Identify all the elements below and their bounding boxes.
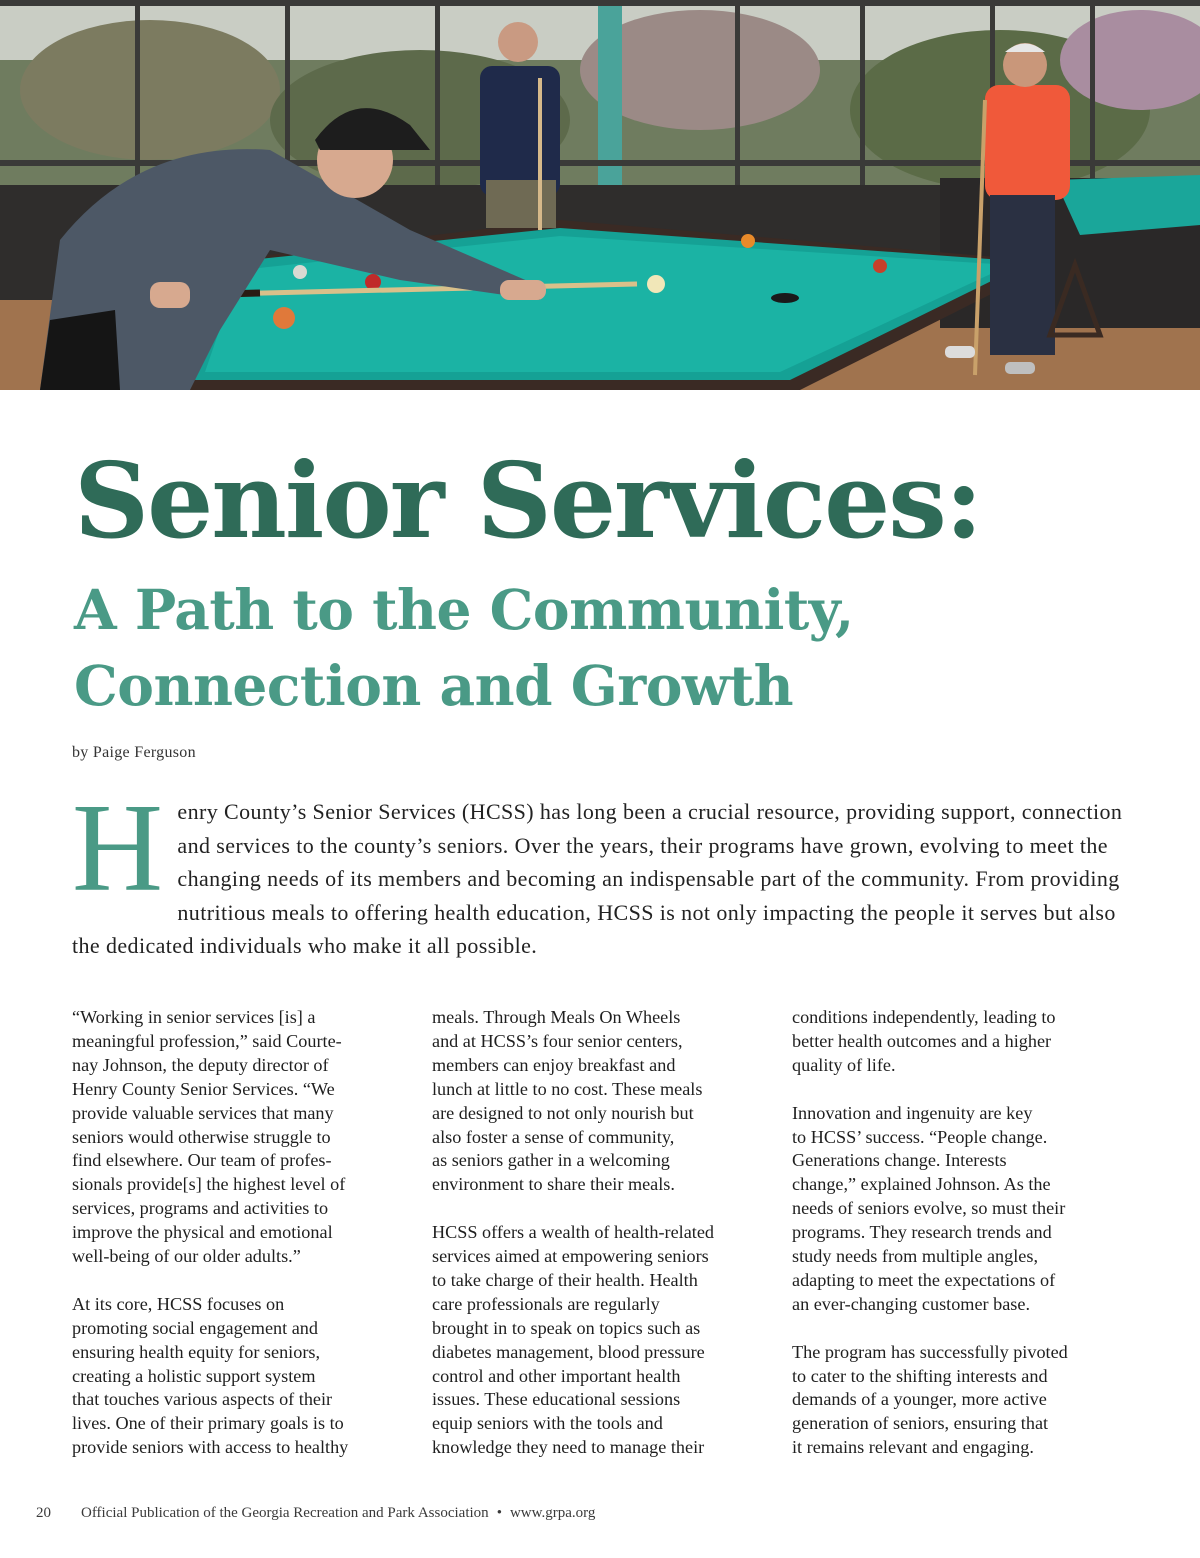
- body-paragraph: Innovation and ingenuity are key to HCSS’ success. “People change. Generations change. Interests change,” explained Johnson. As the needs of seniors evolve, so must their programs. They research trends and study needs from multiple angles, adapting to meet the expectations of an ever-changing customer base.: [792, 1102, 1066, 1314]
- page-footer: [36, 1505, 595, 1522]
- publication-name: Official Publication of the Georgia Recreation and Park Association: [81, 1505, 489, 1521]
- lede-text: enry County’s Senior Services (HCSS) has long been a crucial resource, providing support, connection and services to the county’s seniors. Over the years, their programs have grown, evolving to meet the changing needs of its members and becoming an indispensable part of the community. From providing nutritious meals to offering health education, HCSS is not only impacting the people it serves but also the dedicated individuals who make it all possible.: [72, 799, 1123, 958]
- article-title: Senior Services:: [74, 439, 982, 562]
- drop-cap: H: [72, 779, 164, 918]
- body-column-3: [792, 1006, 1132, 1484]
- hero-photo-pool-players: [0, 0, 1200, 390]
- article-byline: by Paige Ferguson: [72, 744, 196, 761]
- pool-room-illustration: [0, 0, 1200, 390]
- body-column-2: [432, 1006, 772, 1484]
- page-number: 20: [36, 1505, 51, 1521]
- footer-separator: •: [496, 1505, 502, 1521]
- article-subtitle: A Path to the Community, Connection and Growth: [74, 577, 854, 718]
- body-paragraph: “Working in senior services [is] a meaningful profession,” said Courte- nay Johnson, the deputy director of Henry County Senior Services. “We provide valuable services that many seniors would otherwise struggle to find elsewhere. Our team of profes- sionals provide[s] the highest level of services, programs and activities to improve the physical and emotional well-being of our older adults.”: [72, 1007, 346, 1267]
- body-paragraph: conditions independently, leading to better health outcomes and a higher quality of life.: [792, 1007, 1056, 1075]
- body-paragraph: HCSS offers a wealth of health-related services aimed at empowering seniors to take charge of their health. Health care professionals are regularly brought in to speak on topics such as diabetes management, blood pressure control and other important health issues. These educational sessions equip seniors with the tools and knowledge they need to manage their: [432, 1222, 714, 1458]
- website-link[interactable]: www.grpa.org: [509, 1505, 596, 1521]
- lede-paragraph: [72, 779, 1134, 963]
- body-paragraph: meals. Through Meals On Wheels and at HCSS’s four senior centers, members can enjoy breakfast and lunch at little to no cost. These meals are designed to not only nourish but also foster a sense of community, as seniors gather in a welcoming environment to share their meals.: [432, 1007, 703, 1195]
- body-paragraph: At its core, HCSS focuses on promoting social engagement and ensuring health equity for seniors, creating a holistic support system that touches various aspects of their lives. One of their primary goals is to provide seniors with access to healthy: [72, 1293, 349, 1458]
- body-paragraph: The program has successfully pivoted to cater to the shifting interests and demands of a younger, more active generation of seniors, ensuring that it remains relevant and engaging.: [792, 1341, 1068, 1458]
- body-column-1: [72, 1006, 412, 1484]
